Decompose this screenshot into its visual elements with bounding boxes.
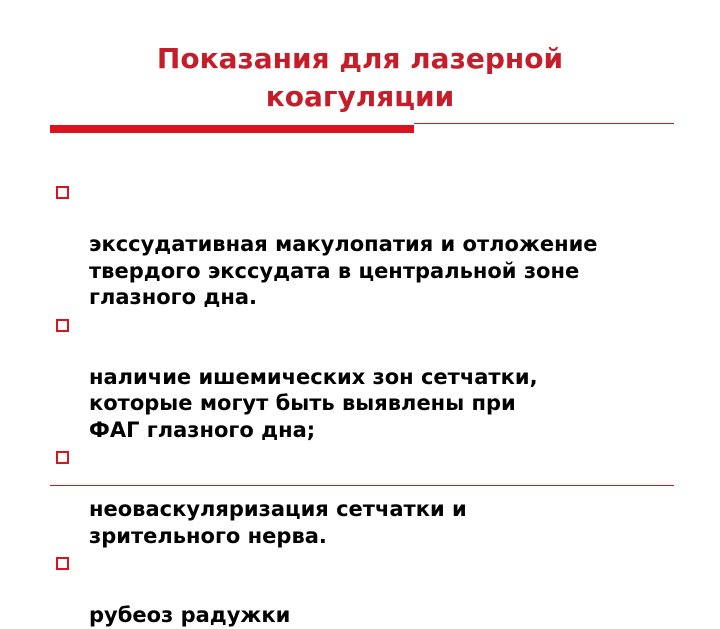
- footer-rule: [50, 485, 674, 486]
- hollow-square-icon: [56, 319, 69, 332]
- title-line-2: коагуляции: [265, 80, 455, 113]
- bullet-text: рубеоз радужки: [89, 603, 291, 627]
- bullet-item: [56, 443, 676, 549]
- hollow-square-icon: [56, 186, 69, 199]
- bullet-item: [56, 549, 676, 629]
- title-line-1: Показания для лазерной: [156, 42, 564, 75]
- bullet-text: экссудативная макулопатия и отложение твердого экссудата в центральной зоне глазного дна.: [89, 232, 598, 309]
- slide-title: [60, 40, 660, 116]
- hollow-square-icon: [56, 557, 69, 570]
- hollow-square-icon: [56, 451, 69, 464]
- bullet-text: неоваскуляризация сетчатки и зрительного нерва.: [89, 497, 467, 548]
- bullet-item: [56, 178, 676, 311]
- title-underline-thin: [414, 123, 674, 124]
- bullet-list: [56, 178, 676, 629]
- bullet-item: [56, 311, 676, 444]
- title-underline-thick: [50, 125, 414, 133]
- bullet-text: наличие ишемических зон сетчатки, которые могут быть выявлены при ФАГ глазного дна;: [89, 364, 538, 442]
